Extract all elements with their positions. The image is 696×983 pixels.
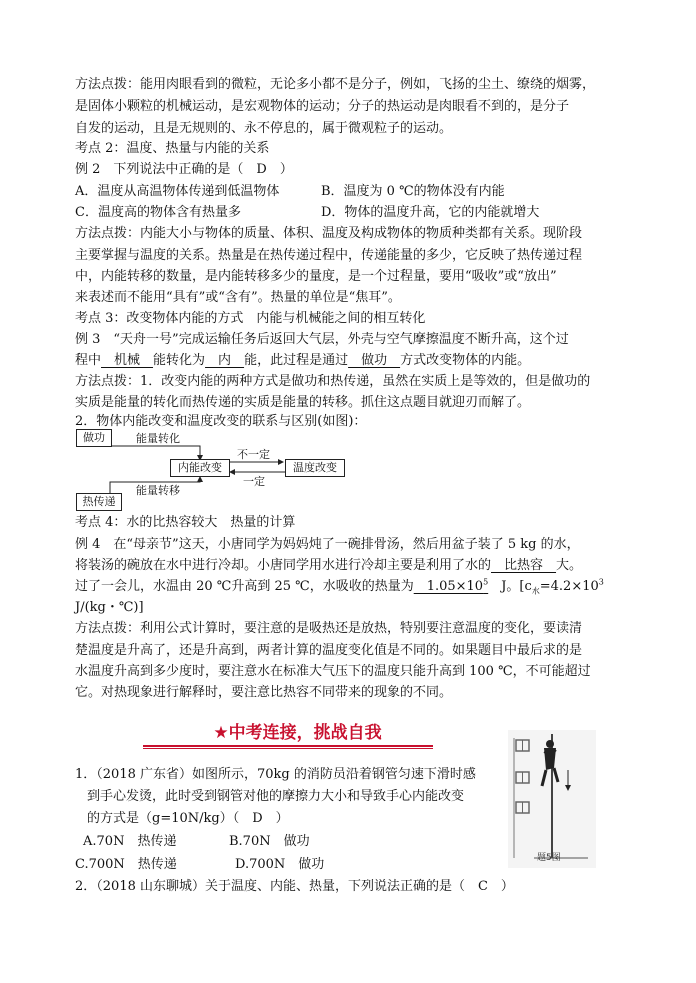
- section-heading: 考点 3：改变物体内能的方式 内能与机械能之间的相互转化: [75, 311, 426, 326]
- text-line: J/(kg・℃)]: [75, 600, 144, 615]
- text-span: 大。: [556, 558, 583, 573]
- option-a: A.70N 热传递: [83, 834, 177, 849]
- answer-blank: 内: [205, 353, 245, 368]
- option-b: B.70N 做功: [229, 834, 310, 849]
- text-span: 将装汤的碗放在水中进行冷却。小唐同学用水进行冷却主要是利用了水的: [75, 558, 492, 573]
- label-energy-transfer: 能量转移: [136, 484, 180, 497]
- answer-blank: [414, 579, 488, 594]
- text-span: 能，此过程是通过: [244, 353, 349, 368]
- section-banner: ★中考连接，挑战自我: [213, 723, 382, 743]
- option-a: A．温度从高温物体传递到低温物体: [75, 184, 280, 199]
- section-heading: 考点 4：水的比热容较大 热量的计算: [75, 515, 296, 530]
- firefighter-pole-figure: [508, 730, 596, 868]
- text-line: 方法点拨：能用肉眼看到的微粒，无论多小都不是分子，例如，飞扬的尘土、缭绕的烟雾，: [75, 77, 596, 92]
- subscript: 水: [531, 586, 540, 596]
- box-internal-energy-change: 内能改变: [170, 459, 230, 477]
- question-1: 1．（2018 广东省）如图所示，70kg 的消防员沿着钢管匀速下滑时感: [75, 767, 476, 782]
- example-question: 例 2 下列说法中正确的是（ D ）: [75, 162, 293, 177]
- answer-blank: 比热容: [491, 558, 557, 573]
- text-line: 是固体小颗粒的机械运动，是宏观物体的运动；分子的热运动是肉眼看不到的，是分子: [75, 99, 570, 114]
- question-1-line: 的方式是（g=10N/kg）（ D ）: [87, 811, 289, 826]
- label-energy-conversion: 能量转化: [136, 432, 180, 445]
- answer-blank: 做功: [348, 353, 401, 368]
- text-line: 中，内能转移的数量，是内能转移多少的量度，是一个过程量，要用“吸收”或“放出”: [75, 269, 557, 284]
- option-d: D.700N 做功: [235, 857, 325, 872]
- example-question: 例 4 在“母亲节”这天，小唐同学为妈妈炖了一碗排骨汤，然后用盆子装了 5 kg 的水，: [75, 537, 580, 552]
- section-heading: 考点 2：温度、热量与内能的关系: [75, 141, 270, 156]
- text-line: 主要掌握与温度的关系。热量是在热传递过程中，传递能量的多少，它反映了热传递过程: [75, 248, 583, 263]
- text-line: 方法点拨：1．改变内能的两种方式是做功和热传递，虽然在实质上是等效的，但是做功的: [75, 374, 591, 389]
- label-certainly: 一定: [243, 475, 265, 488]
- text-span: 方式改变物体的内能。: [400, 353, 531, 368]
- question-1-line: 到手心发烫，此时受到钢管对他的摩擦力大小和导致手心内能改变: [87, 789, 465, 804]
- box-work: 做功: [76, 429, 112, 447]
- text-line: 自发的运动，且是无规则的、永不停息的，属于微观粒子的运动。: [75, 121, 453, 136]
- box-temperature-change: 温度改变: [285, 459, 345, 477]
- box-heat-transfer: 热传递: [76, 493, 122, 511]
- text-line: 2．物体内能改变和温度改变的联系与区别(如图)：: [75, 414, 367, 429]
- text-line: 方法点拨：内能大小与物体的质量、体积、温度及构成物体的物质种类都有关系。现阶段: [75, 226, 583, 241]
- text-span: =4.2×10: [539, 579, 599, 594]
- text-span: J。[c: [488, 579, 532, 594]
- text-line: [75, 578, 604, 596]
- example-question: 例 3 “天舟一号”完成运输任务后返回大气层，外壳与空气摩擦温度不断升高，这个过: [75, 332, 569, 347]
- option-c: C.700N 热传递: [75, 857, 177, 872]
- text-line: 它。对热现象进行解释时，要注意比热容不同带来的现象的不同。: [75, 685, 453, 700]
- text-span: 能转化为: [153, 353, 206, 368]
- text-line: 来表述而不能用“具有”或“含有”。热量的单位是“焦耳”。: [75, 290, 401, 305]
- text-line: 水温度升高到多少度时，要注意水在标准大气压下的温度只能升高到 100 ℃，不可能超过: [75, 664, 591, 679]
- text-line: 方法点拨：利用公式计算时，要注意的是吸热还是放热，特别要注意温度的变化，要读清: [75, 621, 583, 636]
- banner-underline: [143, 748, 433, 749]
- text-line: 楚温度是升高了，还是升高到，两者计算的温度变化值是不同的。如果题目中最后求的是: [75, 643, 583, 658]
- banner-underline: [143, 745, 433, 747]
- option-d: D．物体的温度升高，它的内能就增大: [321, 205, 540, 220]
- figure-caption: 题5图: [537, 853, 561, 863]
- option-c: C．温度高的物体含有热量多: [75, 205, 241, 220]
- text-line: [75, 557, 582, 575]
- answer-value: 1.05×10: [413, 579, 484, 594]
- answer-blank: 机械: [101, 353, 154, 368]
- text-line: 实质是能量的转化而热传递的实质是能量的转移。抓住这点题目就迎刃而解了。: [75, 395, 531, 410]
- text-span: 程中: [75, 353, 102, 368]
- exponent: 5: [483, 577, 489, 587]
- option-b: B．温度为 0 ℃的物体没有内能: [321, 184, 505, 199]
- question-2: 2．（2018 山东聊城）关于温度、内能、热量，下列说法正确的是（ C ）: [75, 879, 514, 894]
- label-not-necessarily: 不一定: [237, 448, 270, 461]
- text-span: 过了一会儿，水温由 20 ℃升高到 25 ℃，水吸收的热量为: [75, 579, 414, 594]
- exponent: 3: [598, 577, 604, 587]
